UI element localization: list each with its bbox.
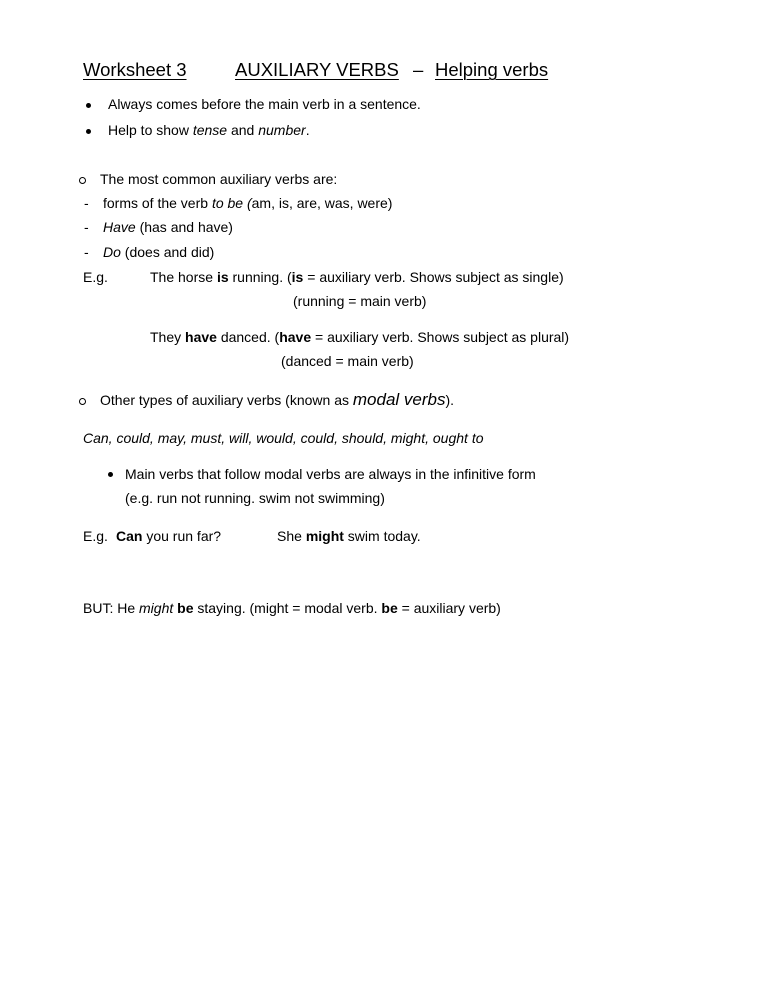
text: running. ( [228, 269, 292, 285]
bold-verb: Can [116, 528, 143, 544]
bullet-icon [86, 129, 91, 134]
text: Other types of auxiliary verbs (known as [100, 392, 353, 408]
modal-example-b [277, 528, 421, 544]
text: = auxiliary verb. Shows subject as single) [303, 269, 564, 285]
but-line [83, 600, 501, 616]
bold-verb: is [291, 269, 304, 285]
worksheet-label: Worksheet 3 [83, 59, 187, 80]
example-2 [150, 329, 569, 345]
emphasis: Do [103, 244, 121, 260]
text: (has and have) [135, 219, 233, 235]
example-2-note: (danced = main verb) [281, 353, 414, 369]
bold-verb: have [185, 329, 217, 345]
emphasis-tense: tense [192, 122, 228, 138]
modal-verb-list: Can, could, may, must, will, would, could, should, might, ought to [83, 430, 484, 446]
text: (does and did) [120, 244, 215, 260]
text: swim today. [343, 528, 421, 544]
title-separator: – [413, 59, 424, 80]
emphasis-modal-verbs: modal verbs [352, 390, 446, 409]
example-1-note: (running = main verb) [293, 293, 427, 309]
modal-rule-line-1: Main verbs that follow modal verbs are always in the infinitive form [125, 466, 536, 482]
text: . [305, 122, 310, 138]
bullet-icon [86, 103, 91, 108]
text: She [277, 528, 306, 544]
intro-bullet-2 [108, 122, 310, 138]
common-item-to-be [103, 195, 392, 211]
text: The horse [150, 269, 217, 285]
emphasis: to be ( [211, 195, 252, 211]
text: forms of the verb [103, 195, 212, 211]
bold-verb: is [216, 269, 229, 285]
text: you run far? [142, 528, 222, 544]
text: = auxiliary verb. Shows subject as plural) [311, 329, 570, 345]
example-label: E.g. [83, 269, 108, 285]
modal-heading [100, 390, 454, 410]
example-1 [150, 269, 564, 285]
page-subtitle: Helping verbs [435, 59, 549, 80]
dash-bullet-icon: - [84, 244, 89, 260]
page-title: AUXILIARY VERBS [235, 59, 399, 80]
common-item-have [103, 219, 233, 235]
dash-bullet-icon: - [84, 219, 89, 235]
modal-example-label: E.g. [83, 528, 108, 544]
bold-verb: have [279, 329, 312, 345]
bold-verb: might [305, 528, 344, 544]
emphasis-number: number [258, 122, 306, 138]
text: ). [445, 392, 455, 408]
text: Help to show [108, 122, 193, 138]
text: and [227, 122, 259, 138]
common-item-do [103, 244, 214, 260]
emphasis: might [139, 600, 174, 616]
modal-rule-line-2: (e.g. run not running. swim not swimming) [125, 490, 385, 506]
text: They [150, 329, 186, 345]
text: danced. ( [216, 329, 280, 345]
circle-bullet-icon [79, 177, 86, 184]
modal-example-a [116, 528, 221, 544]
intro-bullet-1: Always comes before the main verb in a sentence. [108, 96, 421, 112]
text: staying. (might = modal verb. [193, 600, 382, 616]
emphasis: Have [103, 219, 136, 235]
text: BUT: He [83, 600, 140, 616]
text: am, is, are, was, were) [251, 195, 393, 211]
text: = auxiliary verb) [397, 600, 501, 616]
bold-verb: be [381, 600, 398, 616]
bold-verb: be [177, 600, 194, 616]
dash-bullet-icon: - [84, 195, 89, 211]
bullet-icon [108, 472, 113, 477]
circle-bullet-icon [79, 398, 86, 405]
common-heading: The most common auxiliary verbs are: [100, 171, 338, 187]
